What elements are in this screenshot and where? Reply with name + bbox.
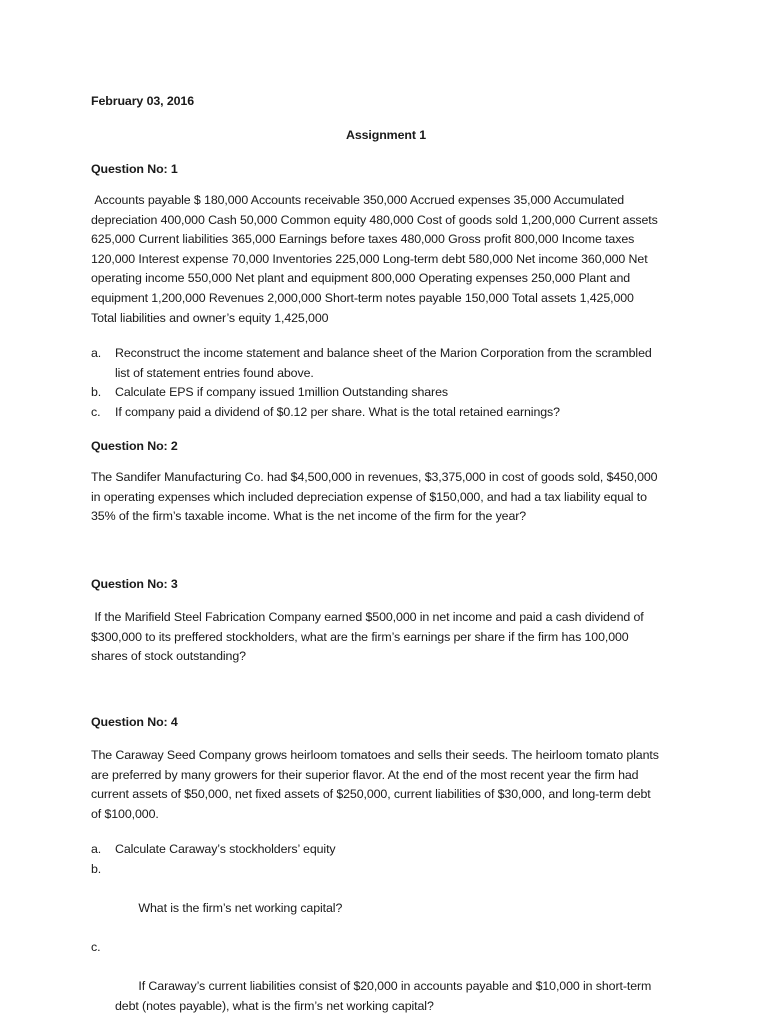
list-marker: c.: [91, 404, 101, 419]
list-item-text: If company paid a dividend of $0.12 per share. What is the total retained earnings?: [115, 404, 560, 419]
document-title: Assignment 1: [345, 128, 427, 142]
question-2-heading: Question No: 2: [91, 439, 178, 453]
list-item: [91, 840, 661, 860]
question-3-heading: Question No: 3: [91, 577, 178, 591]
list-item: [91, 383, 661, 403]
list-item: [91, 938, 661, 1036]
question-1-list: [91, 344, 661, 422]
list-marker: a.: [91, 346, 102, 360]
list-marker: c.: [91, 939, 101, 954]
list-item-text: What is the firm’s net working capital?: [135, 900, 343, 915]
document-date: February 03, 2016: [91, 94, 194, 108]
list-marker: b.: [91, 861, 102, 876]
question-1-heading: Question No: 1: [91, 162, 178, 176]
question-4-list: [91, 840, 661, 1036]
list-marker: b.: [91, 385, 102, 400]
list-item-text: Calculate Caraway’s stockholders’ equity: [115, 842, 336, 856]
question-3-text: If the Marifield Steel Fabrication Company earned $500,000 in net income and paid a cash dividend of $300,000 to its preffered stockholders, what are the firm’s earnings per share if the firm has 100,000 shares of stock outstanding?: [91, 610, 647, 664]
list-item-text: Calculate EPS if company issued 1million Outstanding shares: [115, 385, 448, 400]
list-item-text: Reconstruct the income statement and balance sheet of the Marion Corporation from the scrambled list of statement entries found above.: [115, 346, 652, 380]
list-item: [91, 344, 661, 383]
list-item: [91, 860, 661, 938]
list-marker: a.: [91, 842, 102, 856]
question-4-text: The Caraway Seed Company grows heirloom tomatoes and sells their seeds. The heirloom tomato plants are preferred by many growers for their superior flavor. At the end of the most recent year the firm had current assets of $50,000, net fixed assets of $250,000, current liabilities of $30,000, and long-term debt of $100,000.: [91, 748, 659, 821]
list-item: [91, 403, 661, 423]
question-1-text: Accounts payable $ 180,000 Accounts receivable 350,000 Accrued expenses 35,000 Accumulated depreciation 400,000 Cash 50,000 Common equity 480,000 Cost of goods sold 1,200,000 Current assets 625,000 Current liabilities 365,000 Earnings before taxes 480,000 Gross profit 800,000 Income taxes 120,000 Interest expense 70,000 Inventories 225,000 Long-term debt 580,000 Net income 360,000 Net operating income 550,000 Net plant and equipment 800,000 Operating expenses 250,000 Plant and equipment 1,200,000 Revenues 2,000,000 Short-term notes payable 150,000 Total assets 1,425,000 Total liabilities and owner’s equity 1,425,000: [91, 193, 662, 325]
list-item-text: If Caraway’s current liabilities consist of $20,000 in accounts payable and $10,000 in short-term debt (notes payable), what is the firm’s net working capital?: [115, 979, 655, 1013]
question-2-text: The Sandifer Manufacturing Co. had $4,500,000 in revenues, $3,375,000 in cost of goods sold, $450,000 in operating expenses which included depreciation expense of $150,000, and had a tax liability equal to 35% of the firm’s taxable income. What is the net income of the firm for the year?: [91, 470, 658, 524]
question-4-heading: Question No: 4: [91, 715, 178, 729]
